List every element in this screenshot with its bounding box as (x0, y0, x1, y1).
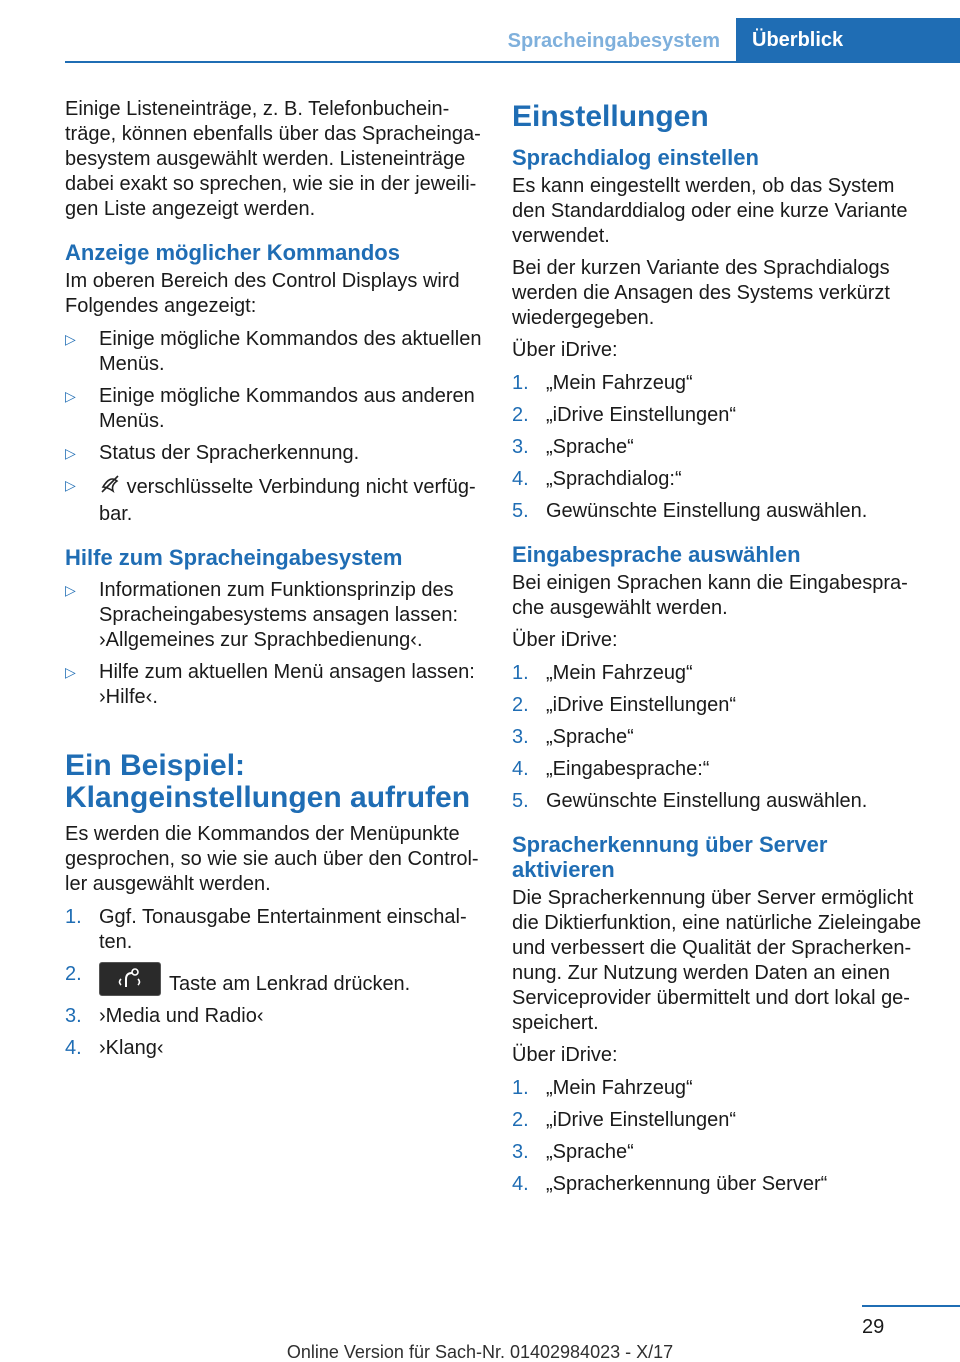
triangle-bullet-icon: ▷ (65, 582, 76, 598)
heading-sprachdialog: Sprachdialog einstellen (512, 145, 759, 170)
list-item: 4. ›Klang‹ (65, 1037, 164, 1059)
list-item: 2. „iDrive Einstellungen“ (512, 404, 737, 426)
unencrypted-connection-icon (99, 473, 121, 502)
heading-anzeige: Anzeige möglicher Kommandos (65, 240, 400, 265)
list-item: 3. ›Media und Radio‹ (65, 1005, 264, 1027)
header-rule (65, 61, 960, 63)
list-item: 4. „Eingabesprache:“ (512, 758, 710, 780)
list-item: ▷ verschlüsselte Verbindung nicht verfüg-bar. (65, 473, 483, 527)
header-tab-ueberblick: Überblick (736, 18, 960, 62)
list-item: 1. „Mein Fahrzeug“ (512, 662, 693, 684)
dialog-paragraph-1: Es kann eingestellt werden, ob das System den Standarddialog oder eine kurze Variante verwendet. (512, 175, 908, 247)
list-item: ▷ Einige mögliche Kommandos aus anderen Menüs. (65, 385, 475, 432)
page-number: 29 (862, 1316, 885, 1338)
list-item: ▷ Hilfe zum aktuellen Menü ansagen lassen: ›Hilfe‹. (65, 661, 475, 708)
footer-rule (862, 1305, 960, 1307)
intro-paragraph: Einige Listeneinträge, z. B. Telefonbuchein-träge, können ebenfalls über das Spracheinga-besystem ausgewählt werden. Listeneinträge dabei exakt so sprechen, wie sie in der jeweili-gen Liste angezeigt werden. (65, 98, 481, 220)
list-item: 4. „Spracherkennung über Server“ (512, 1173, 828, 1195)
dialog-paragraph-2: Bei der kurzen Variante des Sprachdialogs werden die Ansagen des Systems verkürzt wiedergegeben. (512, 257, 890, 329)
server-steps (512, 1076, 928, 1197)
header-section-title: Spracheingabesystem (507, 30, 720, 52)
list-item: 2. „iDrive Einstellungen“ (512, 1109, 737, 1131)
server-paragraph: Die Spracherkennung über Server ermöglicht die Diktierfunktion, eine natürliche Zieleingabe und verbessert die Qualität der Spracherken-nung. Zur Nutzung werden Daten an einen Serviceprovider übermittelt und dort lokal ge-speichert. (512, 887, 922, 1034)
eingabe-paragraph: Bei einigen Sprachen kann die Eingabespra-che ausgewählt werden. (512, 572, 908, 619)
heading-einstellungen: Einstellungen (512, 100, 709, 133)
list-item: 5. Gewünschte Einstellung auswählen. (512, 500, 868, 522)
list-item: 1. „Mein Fahrzeug“ (512, 372, 693, 394)
list-item: 1. Ggf. Tonausgabe Entertainment einschal-ten. (65, 906, 467, 953)
beispiel-paragraph: Es werden die Kommandos der Menüpunkte gesprochen, so wie sie auch über den Control-ler ausgewählt werden. (65, 823, 479, 895)
triangle-bullet-icon: ▷ (65, 664, 76, 680)
list-item: 1. „Mein Fahrzeug“ (512, 1077, 693, 1099)
anzeige-list (65, 327, 483, 527)
list-item: 3. „Sprache“ (512, 436, 634, 458)
beispiel-steps (65, 905, 483, 1061)
heading-eingabesprache: Eingabesprache auswählen (512, 542, 801, 567)
page-header (0, 0, 960, 62)
triangle-bullet-icon: ▷ (65, 388, 76, 404)
idrive-label: Über iDrive: (512, 339, 618, 361)
list-item: ▷ Status der Spracherkennung. (65, 442, 360, 464)
list-item: 2. „iDrive Einstellungen“ (512, 694, 737, 716)
heading-hilfe: Hilfe zum Spracheingabesystem (65, 545, 403, 570)
idrive-label: Über iDrive: (512, 1044, 618, 1066)
dialog-steps (512, 371, 928, 524)
eingabe-steps (512, 661, 928, 814)
list-item: ▷ Einige mögliche Kommandos des aktuellen Menüs. (65, 328, 482, 375)
left-column (65, 97, 483, 1068)
triangle-bullet-icon: ▷ (65, 331, 76, 347)
list-item: 4. „Sprachdialog:“ (512, 468, 682, 490)
triangle-bullet-icon: ▷ (65, 477, 76, 493)
idrive-label: Über iDrive: (512, 629, 618, 651)
triangle-bullet-icon: ▷ (65, 445, 76, 461)
hilfe-list (65, 578, 483, 710)
voice-button-icon (99, 962, 161, 996)
footer-online-version: Online Version für Sach-Nr. 01402984023 - X/17 (286, 1342, 674, 1362)
list-item: 3. „Sprache“ (512, 726, 634, 748)
anzeige-paragraph: Im oberen Bereich des Control Displays wird Folgendes angezeigt: (65, 270, 460, 317)
right-column (512, 97, 928, 1204)
heading-server: Spracherkennung über Server aktivieren (512, 832, 828, 882)
list-item: ▷ Informationen zum Funktionsprinzip des Spracheingabesystems ansagen lassen: ›Allgemeines zur Sprachbedienung‹. (65, 579, 459, 651)
heading-beispiel: Ein Beispiel: Klangeinstellungen aufrufen (65, 749, 471, 814)
list-item: 5. Gewünschte Einstellung auswählen. (512, 790, 868, 812)
list-item: 3. „Sprache“ (512, 1141, 634, 1163)
list-item: 2. Taste am Lenkrad drücken. (65, 963, 411, 995)
